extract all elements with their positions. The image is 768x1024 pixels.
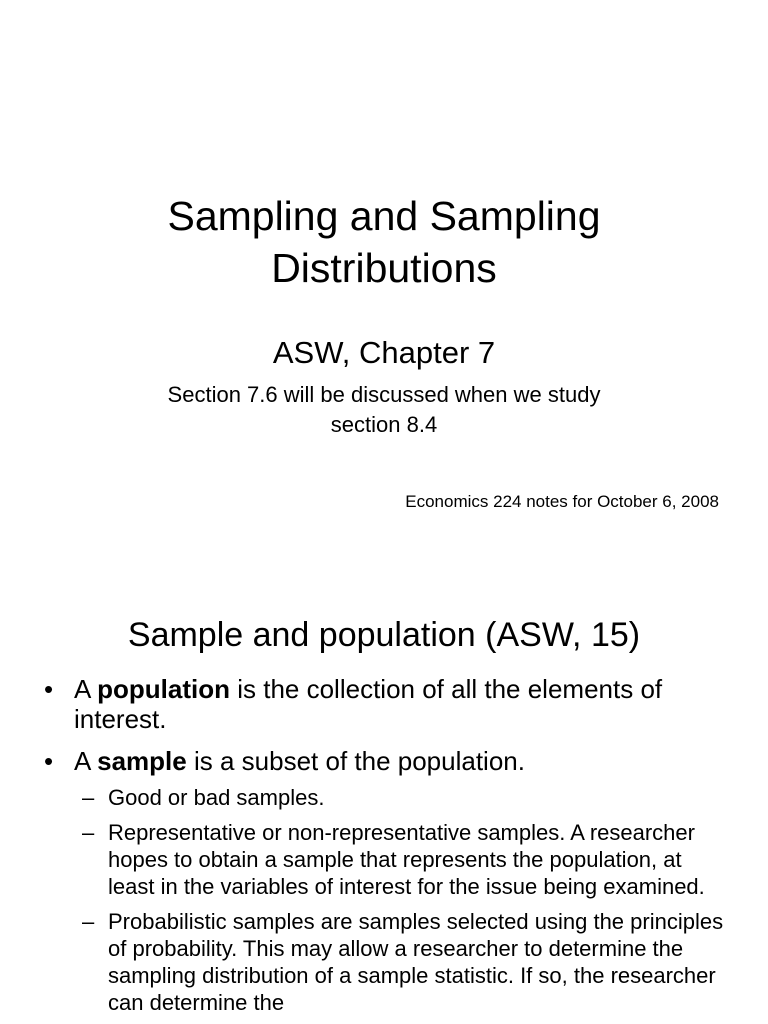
sub-bullet-good-bad	[74, 784, 734, 811]
bullet-prefix: A	[74, 746, 98, 776]
slide-title-heading	[0, 190, 768, 294]
bullet-list	[44, 674, 734, 1024]
bullet-suffix: is a subset of the population.	[186, 746, 525, 776]
bullet-marker: •	[44, 746, 54, 776]
sub-bullet-text: Probabilistic samples are samples selected using the principles of probability. This may allow a researcher to determine the sampling distribution of a sample statistic. If so, the researcher can determine the	[108, 909, 724, 1015]
bullet-prefix: A	[74, 674, 98, 704]
section-note	[0, 380, 768, 440]
bullet-marker: •	[44, 674, 54, 704]
title-line-1: Sampling and Sampling	[167, 193, 601, 239]
sub-bullet-list	[74, 784, 734, 1016]
slide-sample-population	[0, 576, 768, 1024]
section-note-line-2: section 8.4	[330, 412, 438, 437]
bullet-sample	[44, 746, 734, 1016]
sub-bullet-text: Representative or non-representative samples. A researcher hopes to obtain a sample that represents the population, at least in the variables of interest for the issue being examined.	[108, 820, 705, 899]
sub-bullet-representative	[74, 819, 734, 900]
sub-bullet-marker: –	[82, 785, 95, 810]
bullet-population	[44, 674, 734, 734]
term-population: population	[97, 674, 230, 704]
sub-bullet-probabilistic	[74, 908, 734, 1016]
title-line-2: Distributions	[271, 245, 497, 291]
bullet-suffix: is the collection of all the elements of interest.	[74, 674, 663, 734]
course-footnote: Economics 224 notes for October 6, 2008	[405, 492, 719, 511]
sub-bullet-marker: –	[82, 820, 95, 845]
section-note-line-1: Section 7.6 will be discussed when we study	[167, 382, 601, 407]
sub-bullet-marker: –	[82, 909, 95, 934]
term-sample: sample	[97, 746, 187, 776]
sub-bullet-text: Good or bad samples.	[108, 785, 325, 810]
slide-2-title: Sample and population (ASW, 15)	[127, 616, 641, 654]
chapter-subtitle: ASW, Chapter 7	[272, 335, 496, 370]
